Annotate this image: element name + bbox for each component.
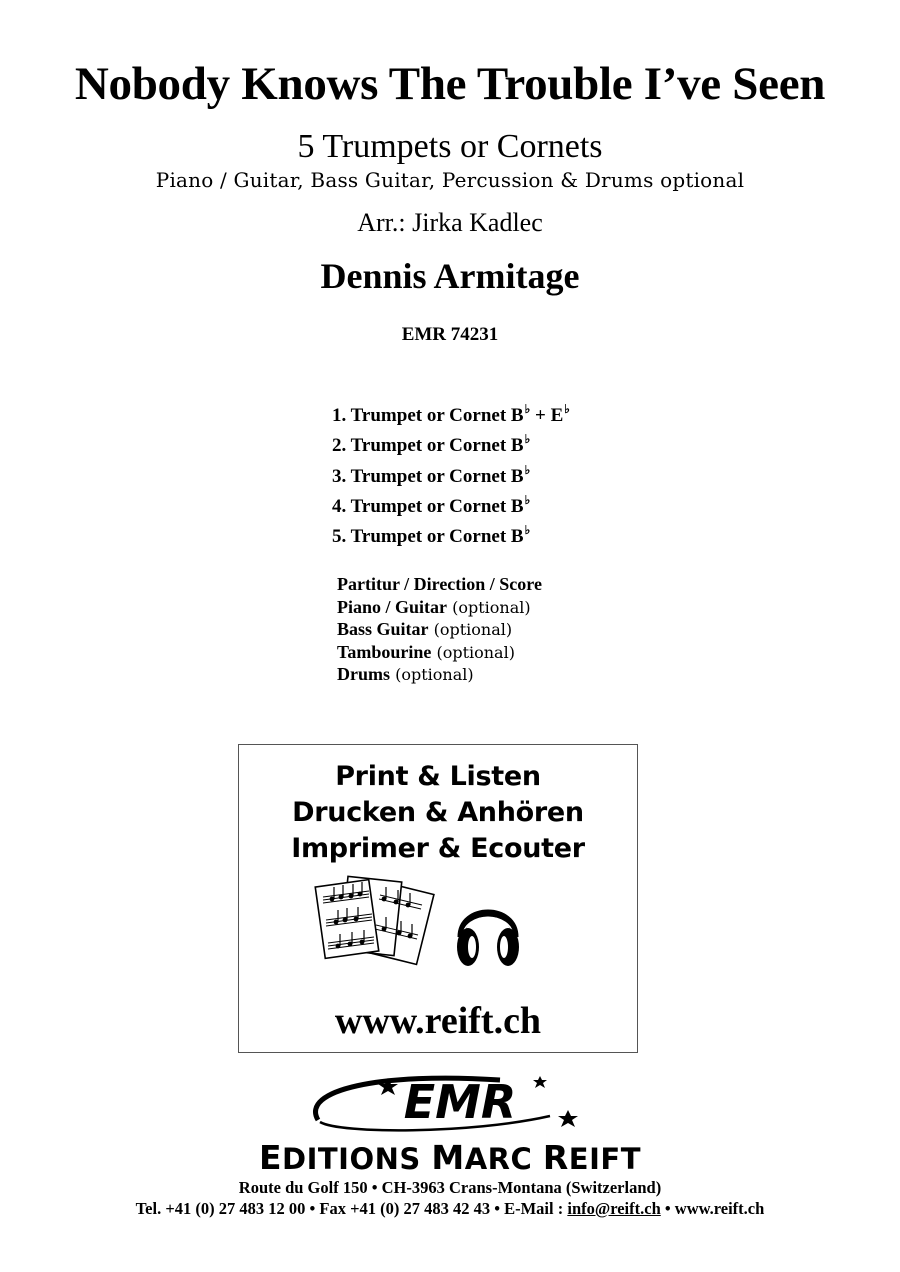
print-listen-box (238, 744, 638, 1053)
promo-line-en: Print & Listen (335, 761, 541, 792)
part-item (332, 396, 732, 426)
name-rest: ARC (464, 1142, 543, 1176)
flat-sign: ♭ (524, 492, 531, 507)
name-rest: DITIONS (282, 1142, 432, 1176)
part-label: 1. Trumpet or Cornet B (332, 405, 524, 426)
flat-sign: ♭ (524, 432, 531, 447)
extra-item (337, 573, 737, 596)
extra-item (337, 596, 737, 619)
publisher-address: Route du Golf 150 • CH-3963 Crans-Montana (Switzerland) (238, 1178, 662, 1197)
flat-sign: ♭ (524, 523, 531, 538)
arranger: Arr.: Jirka Kadlec (357, 208, 543, 237)
emr-logo (300, 1070, 600, 1138)
optional-instruments-line: Piano / Guitar, Bass Guitar, Percussion & Drums optional (155, 168, 745, 192)
catalog-number: EMR 74231 (401, 324, 499, 345)
extra-note: (optional) (447, 597, 531, 617)
subtitle: 5 Trumpets or Cornets (297, 128, 603, 165)
part-label: 5. Trumpet or Cornet B (332, 526, 524, 548)
page-title: Nobody Knows The Trouble I’ve Seen (74, 58, 826, 110)
part-extra: + E (530, 405, 564, 426)
part-label: 2. Trumpet or Cornet B (332, 435, 524, 457)
part-item (332, 457, 732, 487)
extra-note: (optional) (390, 665, 474, 685)
sheet-music-icon (314, 875, 439, 975)
part-item (332, 517, 732, 547)
flat-sign: ♭ (524, 462, 531, 477)
part-item (332, 487, 732, 517)
promo-line-fr: Imprimer & Ecouter (291, 833, 585, 864)
extra-name: Piano / Guitar (337, 596, 448, 617)
part-label: 4. Trumpet or Cornet B (332, 495, 524, 517)
headphones-icon (453, 893, 523, 971)
extra-name: Partitur / Direction / Score (337, 574, 542, 594)
promo-line-de: Drucken & Anhören (292, 797, 584, 828)
name-initial: E (258, 1138, 283, 1177)
contact-text: Tel. +41 (0) 27 483 12 00 • Fax +41 (0) 27 483 42 43 • E-Mail : (135, 1199, 568, 1218)
name-initial: R (542, 1138, 569, 1177)
part-item (332, 426, 732, 456)
extras-list (337, 573, 737, 686)
parts-list (332, 396, 732, 547)
flat-sign: ♭ (564, 402, 570, 416)
flat-sign: ♭ (524, 402, 531, 416)
extra-item (337, 641, 737, 664)
extra-name: Tambourine (337, 641, 432, 662)
name-rest: EIFT (568, 1142, 641, 1176)
contact-website: • www.reift.ch (660, 1199, 765, 1218)
extra-note: (optional) (431, 642, 515, 662)
extra-item (337, 618, 737, 641)
extra-name: Bass Guitar (337, 619, 429, 640)
publisher-contact (0, 1199, 900, 1219)
part-label: 3. Trumpet or Cornet B (332, 465, 524, 487)
logo-text: EMR (403, 1075, 517, 1129)
extra-note: (optional) (428, 620, 513, 640)
extra-name: Drums (337, 664, 390, 685)
extra-item (337, 663, 737, 686)
email-link[interactable]: info@reift.ch (567, 1199, 661, 1218)
name-initial: M (431, 1138, 465, 1177)
promo-url[interactable]: www.reift.ch (334, 1000, 542, 1042)
publisher-name (0, 1138, 900, 1177)
composer: Dennis Armitage (320, 256, 580, 296)
